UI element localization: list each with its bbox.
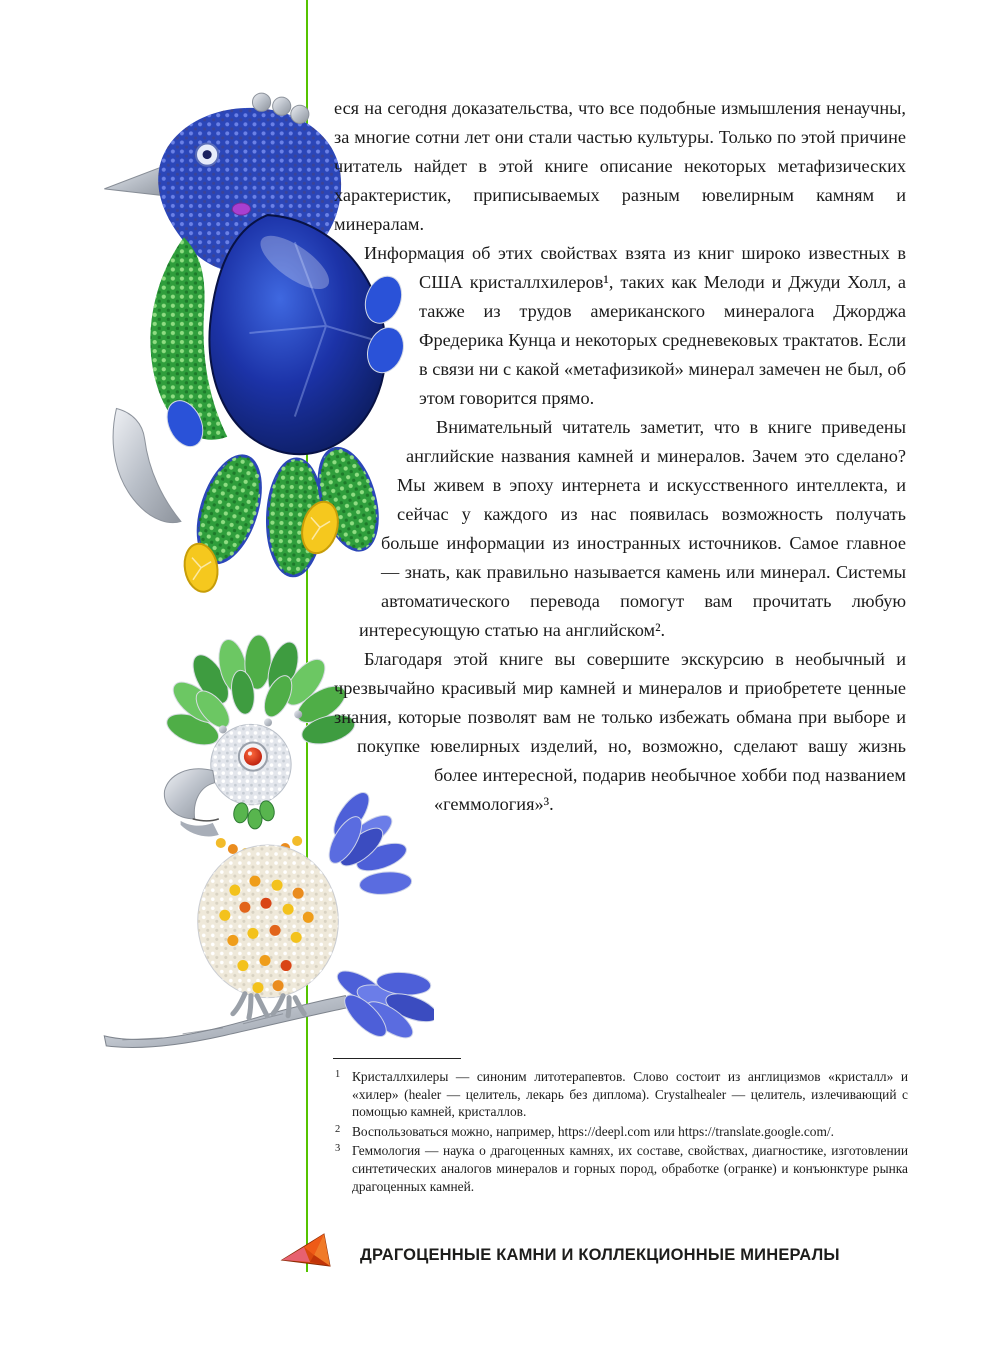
body-paragraph-3: Внимательный читатель заметит, что в книге приведены английские названия камней и минералов. Зачем это сделано? Мы живем в эпоху интернета и искусственного интеллекта, и сейчас у каждого из нас появилась возможность получать больше информации из иностранных источников. Самое главное — знать, как правильно называется камень или минерал. Системы автоматического перевода помогут вам прочитать любую интересующую статью на английском². [359, 417, 906, 640]
text-wrap-spacer [333, 471, 397, 529]
footer-running-title: ДРАГОЦЕННЫЕ КАМНИ И КОЛЛЕКЦИОННЫЕ МИНЕРАЛЫ [360, 1246, 840, 1264]
footnotes-block [333, 1058, 908, 1197]
body-paragraph-4: Благодаря этой книге вы совершите экскурсию в необычный и чрезвычайно красивый мир камней и минералов и приобретете ценные знания, которые позволят вам не только избежать обмана при выборе и покупке ювелирных изделий, но, возможно, сделают вашу жизнь более интересной, подарив необычное хобби под названием «геммология»³. [334, 649, 906, 814]
footnote-2 [333, 1123, 908, 1141]
text-wrap-spacer [333, 413, 406, 471]
text-wrap-spacer [333, 529, 381, 616]
body-paragraph-1: еся на сегодня доказательства, что все подобные измышления ненаучны, за многие сотни лет они стали частью культуры. Только по этой причине читатель найдет в этой книге описание некоторых метафизических характеристик, приписываемых разным ювелирным камням и минералам. [334, 98, 906, 234]
footnote-3-text: Геммология — наука о драгоценных камнях, их составе, свойствах, диагностике, изготовлении синтетических аналогов минералов и горных пород, обработке (огранке) и конъюнктуре рынка драгоценных камней. [352, 1143, 908, 1194]
page-footer [0, 1228, 1000, 1284]
footnote-3-number: 3 [335, 1143, 341, 1155]
body-paragraph-2: Информация об этих свойствах взята из книг широко известных в США кристаллхилеров¹, таких как Мелоди и Джуди Холл, а также из трудов американского минералога Джорджа Фредерика Кунца и некоторых средневековых трактатов. Если в связи ни с какой «метафизикой» минерал замечен не был, об этом говорится прямо. [364, 243, 906, 408]
text-wrap-spacer [333, 268, 419, 413]
footnote-separator-rule [333, 1058, 461, 1059]
footnote-1 [333, 1068, 908, 1121]
footnote-2-text: Воспользоваться можно, например, https://deepl.com или https://translate.google.com/. [352, 1123, 834, 1139]
text-wrap-spacer [333, 616, 359, 645]
footnote-3 [333, 1142, 908, 1195]
trillion-cut-gem-icon [280, 1230, 334, 1279]
text-wrap-spacer [333, 732, 357, 761]
footnote-1-text: Кристаллхилеры — синоним литотерапевтов. Слово состоит из англицизмов «кристалл» и «хилер» (healer — целитель, лекарь без диплома). Crystalhealer — целитель, излечивающий с помощью камней, кристаллов. [352, 1069, 908, 1120]
footnote-1-number: 1 [335, 1069, 341, 1080]
footnote-2-number: 2 [335, 1123, 341, 1135]
text-wrap-spacer [333, 761, 434, 971]
article-text-column [333, 94, 906, 971]
